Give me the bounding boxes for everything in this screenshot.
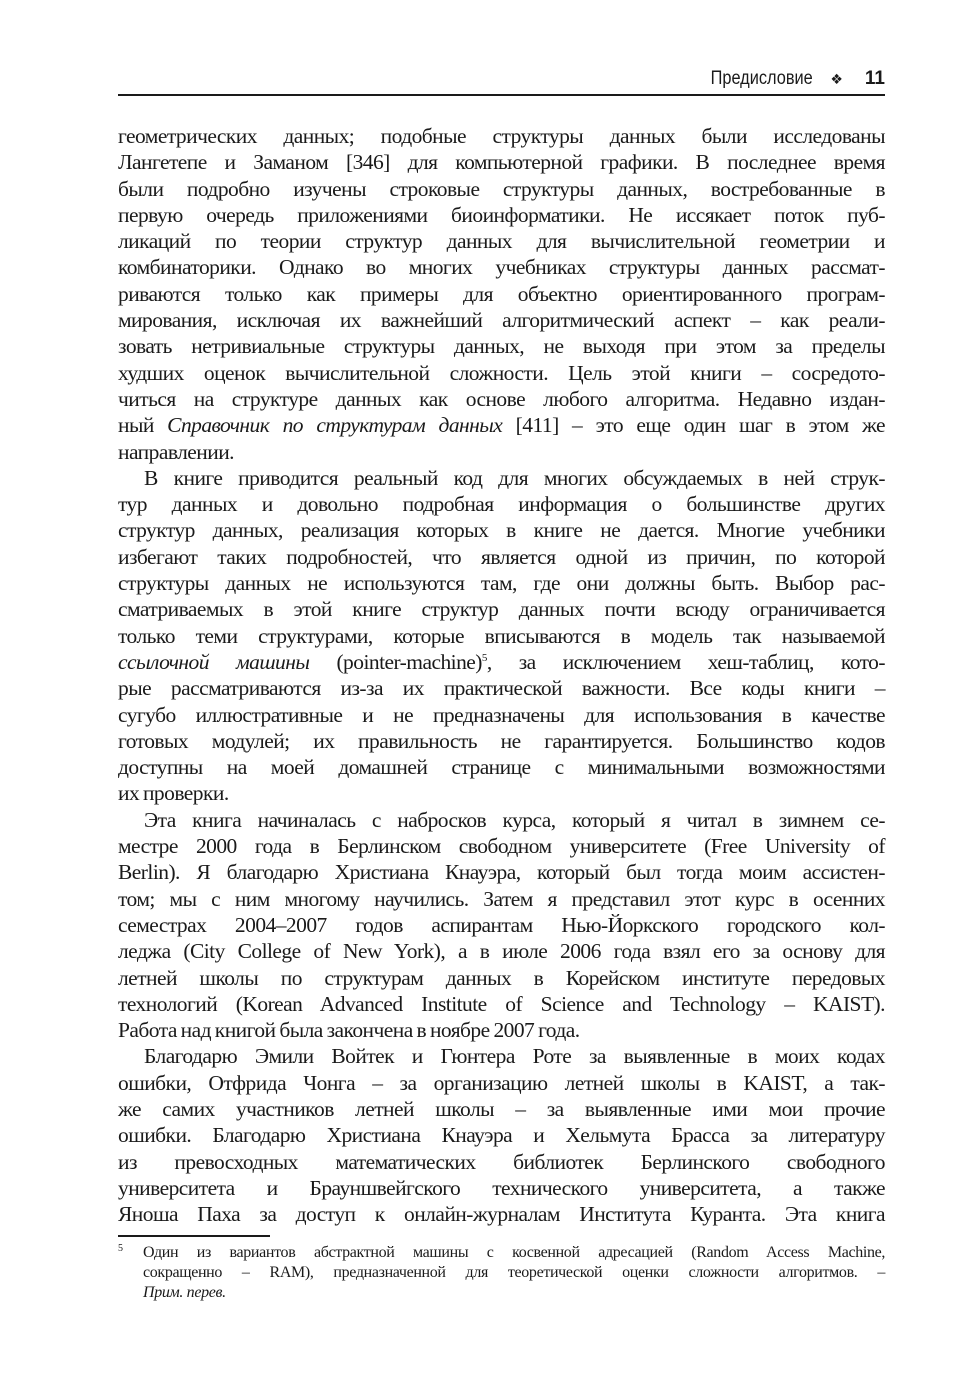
paragraph-first-line: Благодарю Эмили Войтек и Гюнтера Роте за выявленные в моих кодах	[144, 1044, 885, 1069]
text-line: ликаций по теории структур данных для вычислительной геометрии и	[118, 229, 885, 254]
text-line: готовых модулей; их правильность не гарантируется. Большинство кодов	[118, 728, 885, 753]
text-line: ошибки. Благодарю Христиана Кнауэра и Хельмута Брасса за литературу	[118, 1123, 885, 1148]
text-line: их проверки.	[118, 781, 229, 806]
page-number: 11	[864, 68, 885, 89]
ornament-icon: ❖	[830, 70, 843, 87]
text-line	[118, 649, 885, 675]
text-line: сматриваемых в этой книге структур данных почти всюду ограничивается	[118, 597, 885, 622]
text-line: комбинаторики. Однако во многих учебниках структуры данных рассмат-	[118, 255, 885, 280]
text-span: (pointer-machine)	[309, 649, 482, 674]
text-line: рые рассматриваются из-за их практической важности. Все коды книги –	[118, 676, 885, 701]
text-line: только теми структурами, которые вписываются в модель так называемой	[118, 623, 885, 648]
text-line: том; мы с ним многому научились. Затем я представил этот курс в осенних	[118, 886, 885, 911]
text-line: риваются только как примеры для объектно ориентированного програм-	[118, 281, 885, 306]
text-line: тур данных и довольно подробная информация о большинстве других	[118, 492, 885, 517]
text-line: технологий (Korean Advanced Institute of Science and Technology – KAIST).	[118, 991, 885, 1016]
text-line: зовать нетривиальные структуры данных, не выходя при этом за пределы	[118, 334, 885, 359]
term-italic: ссылочной машины	[118, 649, 310, 674]
text-line: местре 2000 года в Берлинском свободном университете (Free University of	[118, 834, 885, 859]
book-title-italic: Справочник по структурам данных	[167, 413, 503, 438]
text-line: летней школы по структурам данных в Корейском институте передовых	[118, 965, 885, 990]
text-span: [411] – это еще один шаг в этом же	[502, 413, 885, 438]
text-line: Работа над книгой была закончена в ноябре 2007 года.	[118, 1018, 580, 1043]
footnote	[118, 1243, 885, 1303]
footnote-body	[143, 1243, 885, 1303]
header-right	[694, 68, 885, 90]
text-line: направлении.	[118, 439, 234, 464]
text-line: ошибки, Отфрида Чонга – за организацию летней школы в KAIST, а так-	[118, 1070, 885, 1095]
text-line: сугубо иллюстративные и не предназначены для использования в качестве	[118, 702, 885, 727]
text-line: первую очередь приложениями биоинформатики. Не иссякает поток пуб-	[118, 202, 885, 227]
text-line: читься на структуре данных как основе любого алгоритма. Недавно издан-	[118, 386, 885, 411]
text-span: ный	[118, 413, 168, 438]
text-line: Яноша Паха за доступ к онлайн-журналам Института Куранта. Эта книга	[118, 1202, 885, 1227]
text-line: Лангетепе и Заманом [346] для компьютерной графики. В последнее время	[118, 150, 885, 175]
footnote-line: Один из вариантов абстрактной машины с косвенной адресацией (Random Access Machine,	[143, 1244, 885, 1261]
text-line: же самих участников летней школы – за выявленные ими мои прочие	[118, 1096, 885, 1121]
body-text	[118, 123, 885, 1227]
text-line	[118, 412, 885, 438]
text-line: худших оценок вычислительной сложности. Цель этой книги – сосредото-	[118, 360, 885, 385]
running-header	[118, 66, 885, 96]
text-line: избегают таких подробностей, что является одной из причин, по которой	[118, 544, 885, 569]
text-line: из превосходных математических библиотек Берлинского свободного	[118, 1149, 885, 1174]
text-line: геометрических данных; подобные структуры данных были исследованы	[118, 124, 885, 148]
text-line: мирования, исключая их важнейший алгоритмический аспект – как реали-	[118, 308, 885, 333]
text-line: университета и Брауншвейгского технического университета, а также	[118, 1175, 885, 1200]
paragraph-first-line: Эта книга начиналась с набросков курса, который я читал в зимнем се-	[144, 807, 885, 832]
text-line: были подробно изучены строковые структуры данных, востребованные в	[118, 176, 885, 201]
text-span: , за исключением хеш-таблиц, кото-	[486, 649, 885, 674]
translator-note: Прим. перев.	[143, 1284, 226, 1301]
paragraph-first-line: В книге приводится реальный код для многих обсуждаемых в ней струк-	[144, 465, 885, 490]
chapter-title: Предисловие	[710, 68, 813, 89]
text-line: структуры данных не используются там, где они должны быть. Выбор рас-	[118, 571, 885, 596]
text-line: леджа (City College of New York), а в июле 2006 года взял его за основу для	[118, 939, 885, 964]
footnote-reference[interactable]: 5	[481, 651, 487, 664]
footnote-rule	[118, 1235, 270, 1237]
text-line: структур данных, реализация которых в книге не дается. Многие учебники	[118, 518, 885, 543]
text-line: семестрах 2004–2007 годов аспирантам Нью-Йоркского городского кол-	[118, 912, 885, 937]
text-line: доступны на моей домашней странице с минимальными возможностями	[118, 755, 885, 780]
header-rule	[118, 94, 885, 96]
text-line: Berlin). Я благодарю Христиана Кнауэра, который был тогда моим ассистен-	[118, 860, 885, 885]
footnote-marker: 5	[118, 1243, 123, 1254]
footnote-line: сокращенно – RAM), предназначенной для теоретической оценки сложности алгоритмов. –	[143, 1264, 885, 1281]
